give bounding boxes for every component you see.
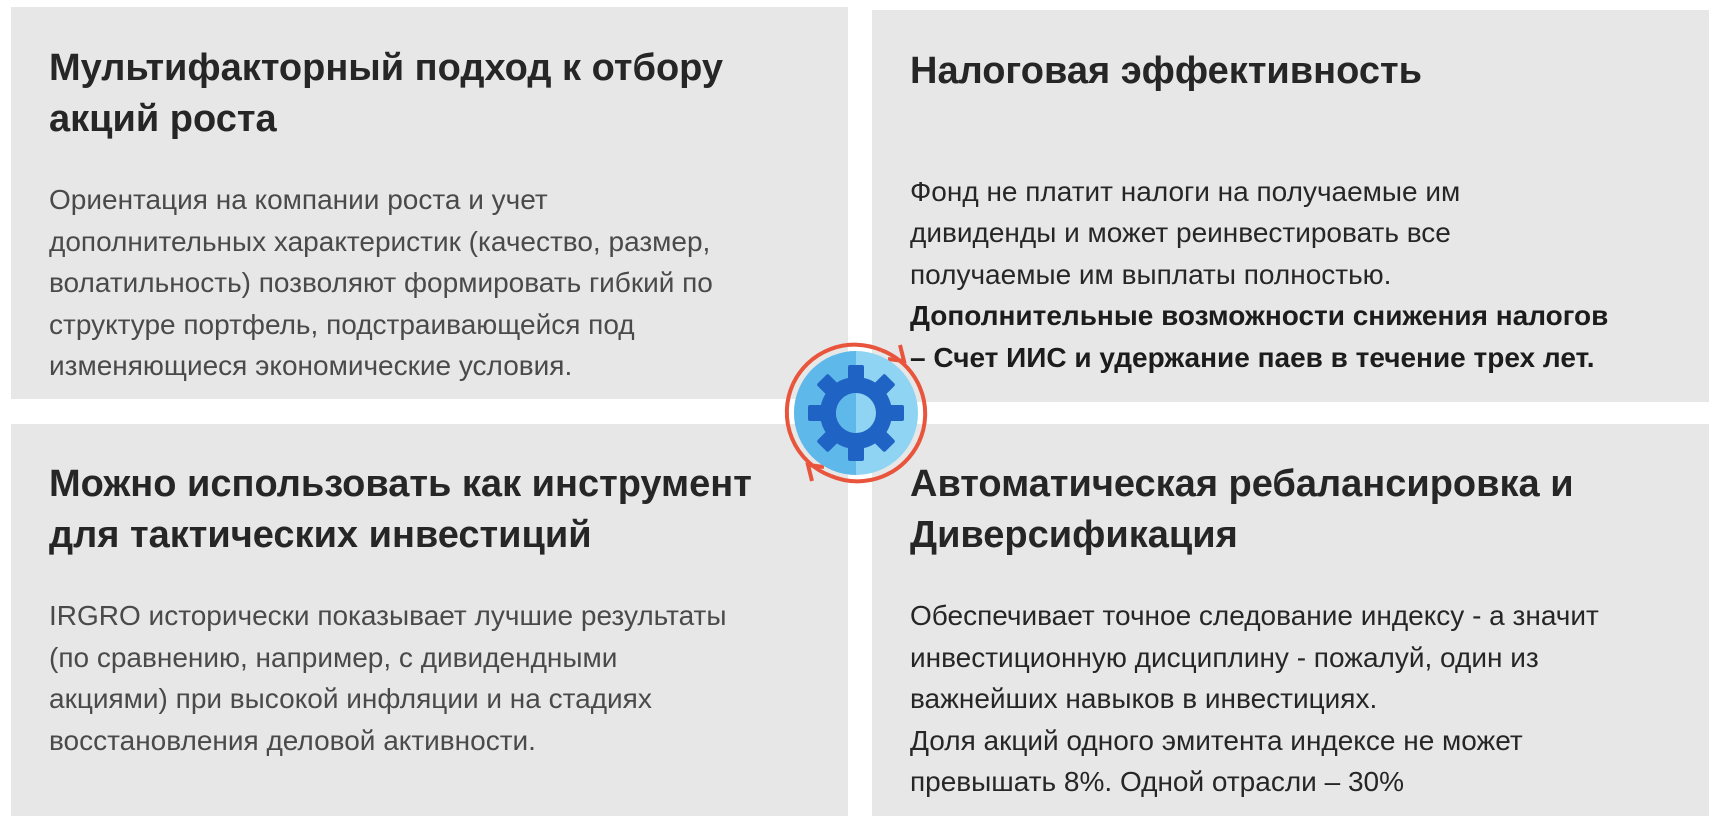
panel-body-emphasis: Дополнительные возможности снижения налогов – Счет ИИС и удержание паев в течение трех лет. [910, 300, 1609, 373]
panel-body [910, 129, 1608, 420]
panel-growth-stock-selection [11, 7, 848, 399]
panel-title: Можно использовать как инструмент для тактических инвестиций [49, 463, 752, 556]
gear-shape [808, 365, 904, 461]
panel-body: IRGRO исторически показывает лучшие результаты (по сравнению, например, с дивидендными акциями) при высокой инфляции и на стадиях восстановления деловой активности. [49, 600, 727, 756]
panel-body: Обеспечивает точное следование индексу - а значит инвестиционную дисциплину - пожалуй, один из важнейших навыков в инвестициях. Доля акций одного эмитента индексе не может превышать 8%. Одной отрасли – 30% [910, 600, 1599, 797]
panel-tax-efficiency [872, 10, 1709, 402]
panel-auto-rebalancing [872, 424, 1709, 816]
panel-tactical-investments [11, 424, 848, 816]
gear-icon-graphic [780, 337, 932, 489]
panel-body-text: Фонд не платит налоги на получаемые им дивиденды и может реинвестировать все получаемые им выплаты полностью. [910, 175, 1461, 290]
panel-title: Автоматическая ребалансировка и Диверсификация [910, 463, 1574, 556]
panel-body: Ориентация на компании роста и учет дополнительных характеристик (качество, размер, волатильность) позволяют формировать гибкий по структуре портфель, подстраивающейся под изменяющиеся экономические условия. [49, 184, 713, 381]
panel-title: Мультифакторный подход к отбору акций роста [49, 47, 724, 140]
panel-title: Налоговая эффективность [910, 50, 1422, 92]
gear-icon [780, 337, 932, 489]
